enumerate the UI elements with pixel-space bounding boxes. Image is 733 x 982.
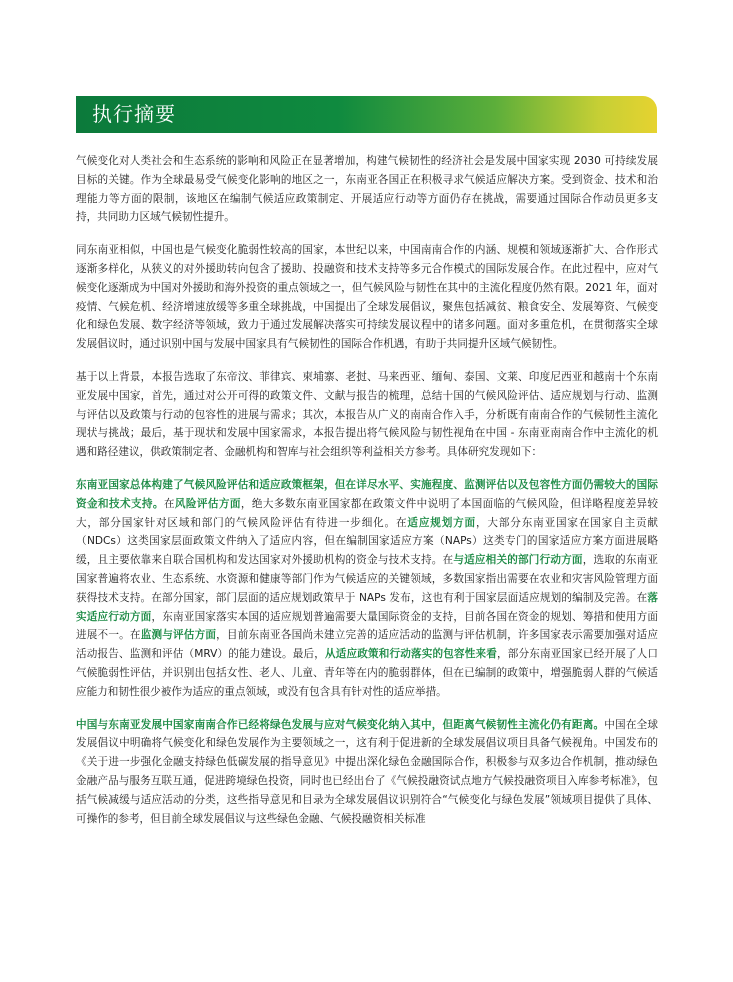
section-banner [76, 96, 657, 133]
text-run: ，目前东南亚各国尚未建立完善的适应活动的监测与评估机制，许多国家表示需要加强对适应活动报告、监测和评估（MRV）的能力建设。最后， [76, 629, 658, 661]
finding-1-heading: 东南亚国家总体构建了气候风险评估和适应政策框架，但在详尽水平、实施程度、监测评估以及包容性方面仍需较大的国际资金和技术支持。 [76, 478, 658, 510]
text-run: ，东南亚国家落实本国的适应规划普遍需要大量国际资金的支持，目前各国在资金的规划、筹措和使用方面进展不一。在 [76, 610, 658, 642]
paragraph-4 [76, 476, 658, 702]
keyword-monitoring-evaluation: 监测与评估方面 [140, 629, 217, 642]
keyword-implementation: 落实适应行动方面 [76, 591, 658, 623]
summary-body [76, 152, 658, 842]
paragraph-5 [76, 716, 658, 829]
paragraph-3: 基于以上背景，本报告选取了东帝汶、菲律宾、柬埔寨、老挝、马来西亚、缅甸、泰国、文莱、印度尼西亚和越南十个东南亚发展中国家，首先，通过对公开可得的政策文件、文献与报告的梳理，总结十国的气候风险评估、适应规划与行动、监测与评估以及政策与行动的包容性的进展与需求；其次，本报告从广义的南南合作入手，分析既有南南合作的气候韧性主流化现状与挑战；最后，基于现状和发展中国家需求，本报告提出将气候风险与韧性视角在中国 - 东南亚南南合作中主流化的机遇和路径建议，供政策制定者、金融机构和智库与社会组织等利益相关方参考。具体研究发现如下： [76, 370, 658, 459]
paragraph-1: 气候变化对人类社会和生态系统的影响和风险正在显著增加，构建气候韧性的经济社会是发展中国家实现 2030 可持续发展目标的关键。作为全球最易受气候变化影响的地区之一，东南亚各国正在积极寻求气候适应解决方案。受到资金、技术和治理能力等方面的限制，该地区在编制气候适应政策制定、开展适应行动等方面仍存在挑战，需要通过国际合作动员更多支持，共同助力区域气候韧性提升。 [76, 155, 658, 224]
keyword-adaptation-planning: 适应规划方面 [407, 516, 476, 529]
finding-2-heading: 中国与东南亚发展中国家南南合作已经将绿色发展与应对气候变化纳入其中，但距离气候韧性主流化仍有距离。 [76, 718, 605, 731]
text-run: ，绝大多数东南亚国家都在政策文件中说明了本国面临的气候风险，但详略程度差异较大，部分国家针对区域和部门的气候风险评估有待进一步细化。在 [76, 497, 659, 529]
paragraph-2: 同东南亚相似，中国也是气候变化脆弱性较高的国家，本世纪以来，中国南南合作的内涵、规模和领域逐渐扩大、合作形式逐渐多样化，从狭义的对外援助转向包含了援助、投融资和技术支持等多元合作模式的国际发展合作。在此过程中，应对气候变化逐渐成为中国对外援助和海外投资的重点领域之一，但气候风险与韧性在其中的主流化程度仍然有限。2021 年，面对疫情、气候危机、经济增速放缓等多重全球挑战，中国提出了全球发展倡议，聚焦包括减贫、粮食安全、发展筹资、气候变化和绿色发展、数字经济等领域，致力于通过发展解决落实可持续发展议程中的诸多问题。面对多重危机，在贯彻落实全球发展倡议时，通过识别中国与发展中国家具有气候韧性的国际合作机遇，有助于共同提升区域气候韧性。 [76, 244, 658, 351]
text-run: ，选取的东南亚国家普遍将农业、生态系统、水资源和健康等部门作为气候适应的关键领域，多数国家指出需要在农业和灾害风险管理方面获得技术支持。在部分国家，部门层面的适应规划政策早于 NAPs 发布，这也有利于国家层面适应规划的编制及完善。在 [76, 554, 658, 604]
keyword-risk-assessment: 风险评估方面 [174, 497, 241, 510]
text-run: ，大部分东南亚国家在国家自主贡献（NDCs）这类国家层面政策文件纳入了适应内容，但在编制国家适应方案（NAPs）这类专门的国家适应方案方面进展略缓，且主要依靠来自联合国机构和发达国家对外援助机构的资金与技术支持。在 [76, 516, 659, 567]
section-heading: 执行摘要 [92, 102, 176, 126]
text-run: 在 [163, 497, 175, 510]
keyword-sector-actions: 与适应相关的部门行动方面 [453, 554, 583, 567]
text-run: ，部分东南亚国家已经开展了人口气候脆弱性评估，并识别出包括女性、老人、儿童、青年等在内的脆弱群体，但在已编制的政策中，增强脆弱人群的气候适应能力和韧性很少被作为适应的重点领域，或没有包含具有针对性的适应举措。 [76, 648, 658, 698]
keyword-inclusiveness: 从适应政策和行动落实的包容性来看 [325, 648, 497, 661]
text-run: 中国在全球发展倡议中明确将气候变化和绿色发展作为主要领域之一，这有利于促进新的全球发展倡议项目具备气候视角。中国发布的《关于进一步强化金融支持绿色低碳发展的指导意见》中提出深化绿色金融国际合作，积极参与双多边合作机制，推动绿色金融产品与服务互联互通，促进跨境绿色投资，同时也已经出台了《气候投融资试点地方气候投融资项目入库参考标准》，包括气候减缓与适应活动的分类，这些指导意见和目录为全球发展倡议识别符合“气候变化与绿色发展”领域项目提供了具体、可操作的参考，但目前全球发展倡议与这些绿色金融、气候投融资相关标准 [76, 718, 658, 825]
